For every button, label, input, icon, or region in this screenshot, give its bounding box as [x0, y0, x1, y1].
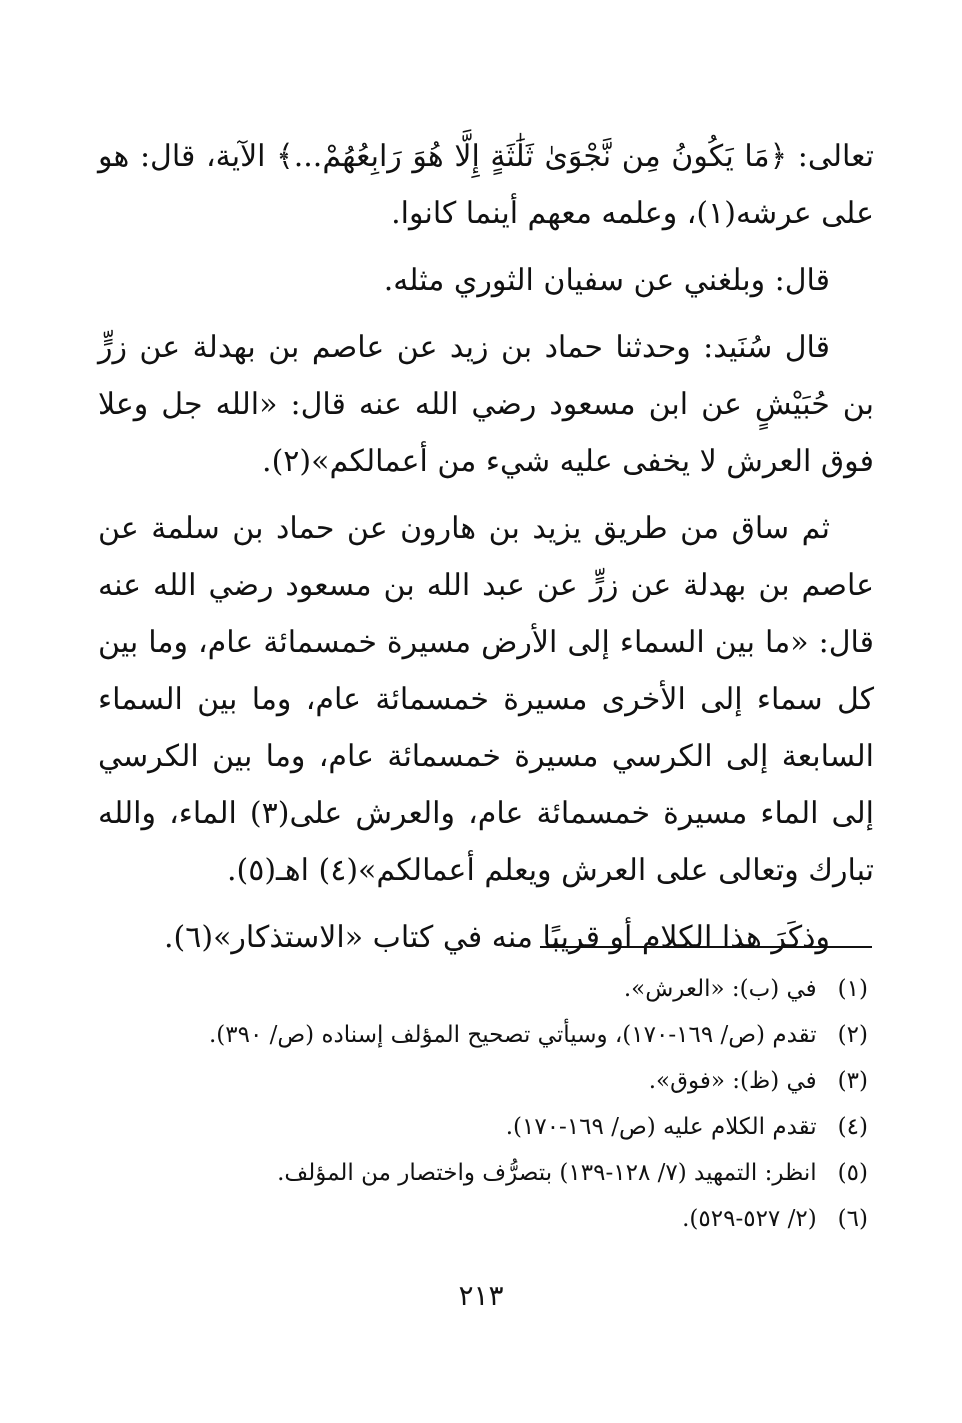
footnotes [88, 966, 868, 1242]
footnote-text: في (ب): «العرش». [623, 976, 817, 1002]
footnote-number: (٥) [837, 1160, 868, 1186]
footnote-number: (٦) [837, 1206, 868, 1232]
paragraph-2: قال: وبلغني عن سفيان الثوري مثله. [383, 263, 830, 298]
footnote-number: (١) [837, 976, 868, 1002]
footnote-6 [88, 1196, 868, 1242]
footnote-3 [88, 1058, 868, 1104]
footnote-separator [540, 946, 872, 948]
footnote-2 [88, 1012, 868, 1058]
paragraph-4: ثم ساق من طريق يزيد بن هارون عن حماد بن سلمة عن عاصم بن بهدلة عن زرٍّ عن عبد الله بن مسعود رضي الله عنه قال: «ما بين السماء إلى الأرض مسيرة خمسمائة عام، وما بين كل سماء إلى الأخرى مسيرة خمسمائة عام، وما بين السماء السابعة إلى الكرسي مسيرة خمسمائة عام، وما بين الكرسي إلى الماء مسيرة خمسمائة عام، والعرش على(٣) الماء، والله تبارك وتعالى على العرش ويعلم أعمالكم»(٤) اهـ(٥). [98, 511, 874, 888]
paragraph-5: وذكَرَ هذا الكلام أو قريبًا منه في كتاب «الاستذكار»(٦). [164, 920, 830, 955]
footnote-5 [88, 1150, 868, 1196]
footnote-number: (٣) [837, 1068, 868, 1094]
footnote-text: تقدم (ص/ ١٦٩-١٧٠)، وسيأتي تصحيح المؤلف إسناده (ص/ ٣٩٠). [208, 1022, 817, 1048]
footnote-text: انظر: التمهيد (٧/ ١٢٨-١٣٩) بتصرُّف واختصار من المؤلف. [277, 1160, 817, 1186]
footnote-number: (٢) [837, 1022, 868, 1048]
paragraph-3: قال سُنَيد: وحدثنا حماد بن زيد عن عاصم بن بهدلة عن زرٍّ بن حُبَيْشٍ عن ابن مسعود رضي الله عنه قال: «الله جل وعلا فوق العرش لا يخفى عليه شيء من أعمالكم»(٢). [98, 330, 874, 479]
footnote-text: (٢/ ٥٢٧-٥٢٩). [682, 1206, 817, 1232]
footnote-text: تقدم الكلام عليه (ص/ ١٦٩-١٧٠). [505, 1114, 817, 1140]
paragraph-1: تعالى: ﴿مَا يَكُونُ مِن نَّجْوَىٰ ثَلَٰثَةٍ إِلَّا هُوَ رَابِعُهُمْ...﴾ الآية، قال: هو على عرشه(١)، وعلمه معهم أينما كانوا. [98, 139, 874, 231]
footnote-number: (٤) [837, 1114, 868, 1140]
page-number: ٢١٣ [458, 1279, 504, 1312]
footnote-4 [88, 1104, 868, 1150]
main-text [98, 128, 874, 976]
footnote-1 [88, 966, 868, 1012]
footnote-text: في (ظ): «فوق». [648, 1068, 817, 1094]
